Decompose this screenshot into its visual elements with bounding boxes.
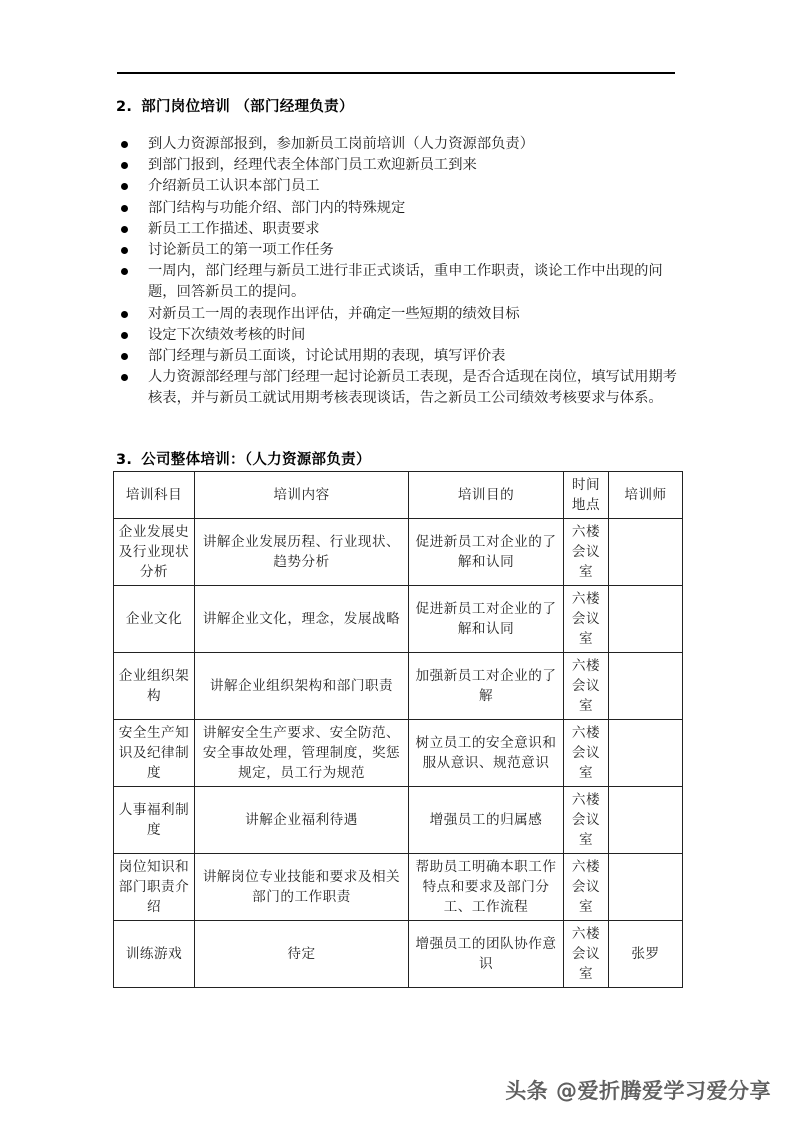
bullet-dot-icon (121, 183, 128, 190)
table-header (114, 472, 683, 519)
header-rule (117, 72, 675, 74)
bullet-dot-icon (121, 226, 128, 233)
cell-place: 六楼会议室 (564, 653, 609, 720)
cell-purpose: 促进新员工对企业的了解和认同 (409, 586, 564, 653)
bullet-text: 一周内，部门经理与新员工进行非正式谈话，重申工作职责，谈论工作中出现的问题，回答新员工的提问。 (148, 263, 663, 301)
bullet-text: 对新员工一周的表现作出评估，并确定一些短期的绩效目标 (148, 305, 520, 322)
bullet-dot-icon (121, 247, 128, 254)
bullet-dot-icon (121, 353, 128, 360)
cell-purpose: 增强员工的归属感 (409, 787, 564, 854)
table-header-row (114, 472, 683, 519)
table-row (114, 519, 683, 586)
cell-content: 讲解安全生产要求、安全防范、安全事故处理，管理制度，奖惩规定，员工行为规范 (195, 720, 409, 787)
bullet-text: 新员工工作描述、职责要求 (148, 220, 320, 237)
cell-content: 讲解企业发展历程、行业现状、趋势分析 (195, 519, 409, 586)
bullet-dot-icon (121, 332, 128, 339)
cell-subject: 企业发展史及行业现状分析 (114, 519, 195, 586)
bullet-dot-icon (121, 162, 128, 169)
bullet-item (116, 176, 686, 197)
bullet-text: 到人力资源部报到，参加新员工岗前培训（人力资源部负责） (148, 136, 535, 152)
bullet-item (116, 346, 686, 367)
cell-trainer: 张罗 (609, 921, 683, 988)
bullet-item (116, 325, 686, 346)
cell-trainer (609, 586, 683, 653)
cell-content: 待定 (195, 921, 409, 988)
bullet-dot-icon (121, 205, 128, 212)
cell-content: 讲解岗位专业技能和要求及相关部门的工作职责 (195, 854, 409, 921)
bullet-text: 设定下次绩效考核的时间 (148, 326, 306, 343)
column-header-place: 时间地点 (564, 472, 609, 519)
section-3-heading (116, 448, 371, 469)
cell-trainer (609, 519, 683, 586)
table-body (114, 519, 683, 988)
bullet-item (116, 261, 686, 303)
bullet-item (116, 155, 686, 176)
column-header-subject: 培训科目 (114, 472, 195, 519)
cell-trainer (609, 854, 683, 921)
cell-subject: 企业组织架构 (114, 653, 195, 720)
table-row (114, 854, 683, 921)
bullet-item (116, 198, 686, 219)
bullet-dot-icon (121, 311, 128, 318)
table-row (114, 720, 683, 787)
bullet-item (116, 304, 686, 325)
cell-purpose: 促进新员工对企业的了解和认同 (409, 519, 564, 586)
cell-place: 六楼会议室 (564, 519, 609, 586)
bullet-item (116, 367, 686, 409)
cell-trainer (609, 653, 683, 720)
cell-place: 六楼会议室 (564, 586, 609, 653)
bullet-text: 部门经理与新员工面谈，讨论试用期的表现，填写评价表 (148, 348, 506, 365)
cell-subject: 训练游戏 (114, 921, 195, 988)
cell-purpose: 帮助员工明确本职工作特点和要求及部门分工、工作流程 (409, 854, 564, 921)
bullet-dot-icon (121, 374, 128, 381)
bullet-dot-icon (121, 268, 128, 275)
cell-content: 讲解企业组织架构和部门职责 (195, 653, 409, 720)
cell-subject: 企业文化 (114, 586, 195, 653)
cell-place: 六楼会议室 (564, 854, 609, 921)
cell-place: 六楼会议室 (564, 921, 609, 988)
bullet-item (116, 219, 686, 240)
bullet-dot-icon (121, 141, 128, 148)
cell-place: 六楼会议室 (564, 720, 609, 787)
section-2-heading (116, 95, 354, 116)
cell-trainer (609, 787, 683, 854)
cell-purpose: 树立员工的安全意识和服从意识、规范意识 (409, 720, 564, 787)
column-header-content: 培训内容 (195, 472, 409, 519)
cell-content: 讲解企业福利待遇 (195, 787, 409, 854)
column-header-trainer: 培训师 (609, 472, 683, 519)
cell-subject: 人事福利制度 (114, 787, 195, 854)
watermark: 头条 @爱折腾爱学习爱分享 (505, 1079, 771, 1103)
section-3-title: 公司整体培训：（人力资源部负责） (141, 452, 371, 468)
table-row (114, 586, 683, 653)
table-row (114, 653, 683, 720)
cell-subject: 岗位知识和部门职责介绍 (114, 854, 195, 921)
cell-subject: 安全生产知识及纪律制度 (114, 720, 195, 787)
table-row (114, 921, 683, 988)
bullet-text: 讨论新员工的第一项工作任务 (148, 242, 334, 259)
bullet-text: 到部门报到，经理代表全体部门员工欢迎新员工到来 (148, 157, 477, 174)
section-2-number: 2. (116, 99, 133, 115)
bullet-text: 人力资源部经理与部门经理一起讨论新员工表现，是否合适现在岗位，填写试用期考核表，并与新员工就试用期考核表现谈话，告之新员工公司绩效考核要求与体系。 (148, 369, 677, 407)
cell-purpose: 加强新员工对企业的了解 (409, 653, 564, 720)
column-header-purpose: 培训目的 (409, 472, 564, 519)
table-row (114, 787, 683, 854)
cell-content: 讲解企业文化，理念，发展战略 (195, 586, 409, 653)
bullet-item (116, 134, 686, 155)
company-training-table (113, 471, 683, 988)
section-2-title: 部门岗位培训 （部门经理负责） (141, 99, 354, 115)
section-2-bullet-list (116, 134, 686, 410)
bullet-item (116, 240, 686, 261)
bullet-text: 介绍新员工认识本部门员工 (148, 178, 320, 195)
cell-purpose: 增强员工的团队协作意识 (409, 921, 564, 988)
cell-place: 六楼会议室 (564, 787, 609, 854)
bullet-text: 部门结构与功能介绍、部门内的特殊规定 (148, 199, 406, 216)
cell-trainer (609, 720, 683, 787)
section-3-number: 3. (116, 452, 133, 468)
